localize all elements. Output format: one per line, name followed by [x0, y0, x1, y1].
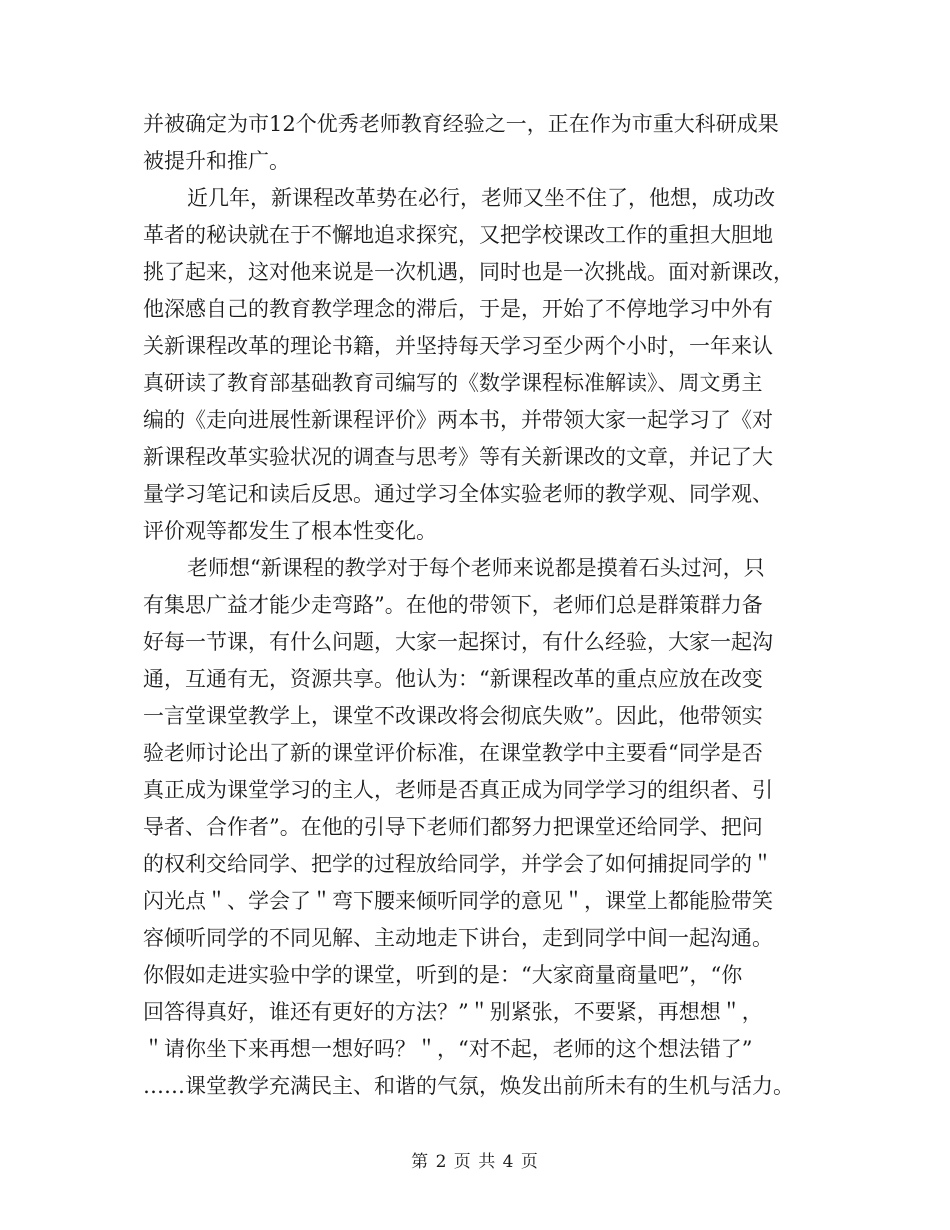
- text-line: 容倾听同学的不同见解、主动地走下讲台，走到同学中间一起沟通。: [143, 926, 773, 950]
- text-line: 真研读了教育部基础教育司编写的《数学课程标准解读》、周文勇主: [143, 371, 763, 395]
- text-line: 挑了起来，这对他来说是一次机遇，同时也是一次挑战。面对新课改，: [143, 260, 794, 284]
- text-line: ……课堂教学充满民主、和谐的气氛，焕发出前所未有的生机与活力。: [143, 1074, 794, 1098]
- text-line: 好每一节课，有什么问题，大家一起探讨，有什么经验，大家一起沟: [143, 630, 773, 654]
- text-line: 量学习笔记和读后反思。通过学习全体实验老师的教学观、同学观、: [143, 482, 773, 506]
- text-line: 闪光点＂、学会了＂弯下腰来倾听同学的意见＂，课堂上都能脸带笑: [143, 889, 773, 913]
- text-line: 革者的秘诀就在于不懈地追求探究，又把学校课改工作的重担大胆地: [143, 223, 773, 247]
- text-line: 被提升和推广。: [143, 149, 290, 173]
- text-line: 验老师讨论出了新的课堂评价标准，在课堂教学中主要看“同学是否: [143, 741, 763, 765]
- text-line: 一言堂课堂教学上，课堂不改课改将会彻底失败”。因此，他带领实: [143, 704, 763, 728]
- text-line: 并被确定为市12个优秀老师教育经验之一，正在作为市重大科研成果: [143, 112, 779, 136]
- text-line: 老师想“新课程的教学对于每个老师来说都是摸着石头过河，只: [187, 556, 765, 580]
- text-line: 新课程改革实验状况的调查与思考》等有关新课改的文章，并记了大: [143, 445, 773, 469]
- text-line: 你假如走进实验中学的课堂，听到的是：“大家商量商量吧”，“你: [143, 963, 743, 987]
- text-line: 有集思广益才能少走弯路”。在他的带领下，老师们总是群策群力备: [143, 593, 763, 617]
- text-line: 编的《走向进展性新课程评价》两本书，并带领大家一起学习了《对: [143, 408, 773, 432]
- text-line: 回答得真好，谁还有更好的方法？”＂别紧张，不要紧，再想想＂，: [143, 1000, 763, 1024]
- text-line: 的权利交给同学、把学的过程放给同学，并学会了如何捕捉同学的＂: [143, 852, 773, 876]
- document-body: [143, 106, 807, 1105]
- text-line: 他深感自己的教育教学理念的滞后，于是，开始了不停地学习中外有: [143, 297, 773, 321]
- text-line: 导者、合作者”。在他的引导下老师们都努力把课堂还给同学、把问: [143, 815, 763, 839]
- text-line: 真正成为课堂学习的主人，老师是否真正成为同学学习的组织者、引: [143, 778, 773, 802]
- text-line: ＂请你坐下来再想一想好吗？＂，“对不起，老师的这个想法错了”: [143, 1037, 753, 1061]
- text-line: 关新课程改革的理论书籍，并坚持每天学习至少两个小时，一年来认: [143, 334, 773, 358]
- text-line: 评价观等都发生了根本性变化。: [143, 519, 437, 543]
- text-line: 近几年，新课程改革势在必行，老师又坐不住了，他想，成功改: [187, 186, 775, 210]
- page-number-footer: 第 2 页 共 4 页: [411, 1152, 539, 1172]
- text-line: 通，互通有无，资源共享。他认为：“新课程改革的重点应放在改变: [143, 667, 763, 691]
